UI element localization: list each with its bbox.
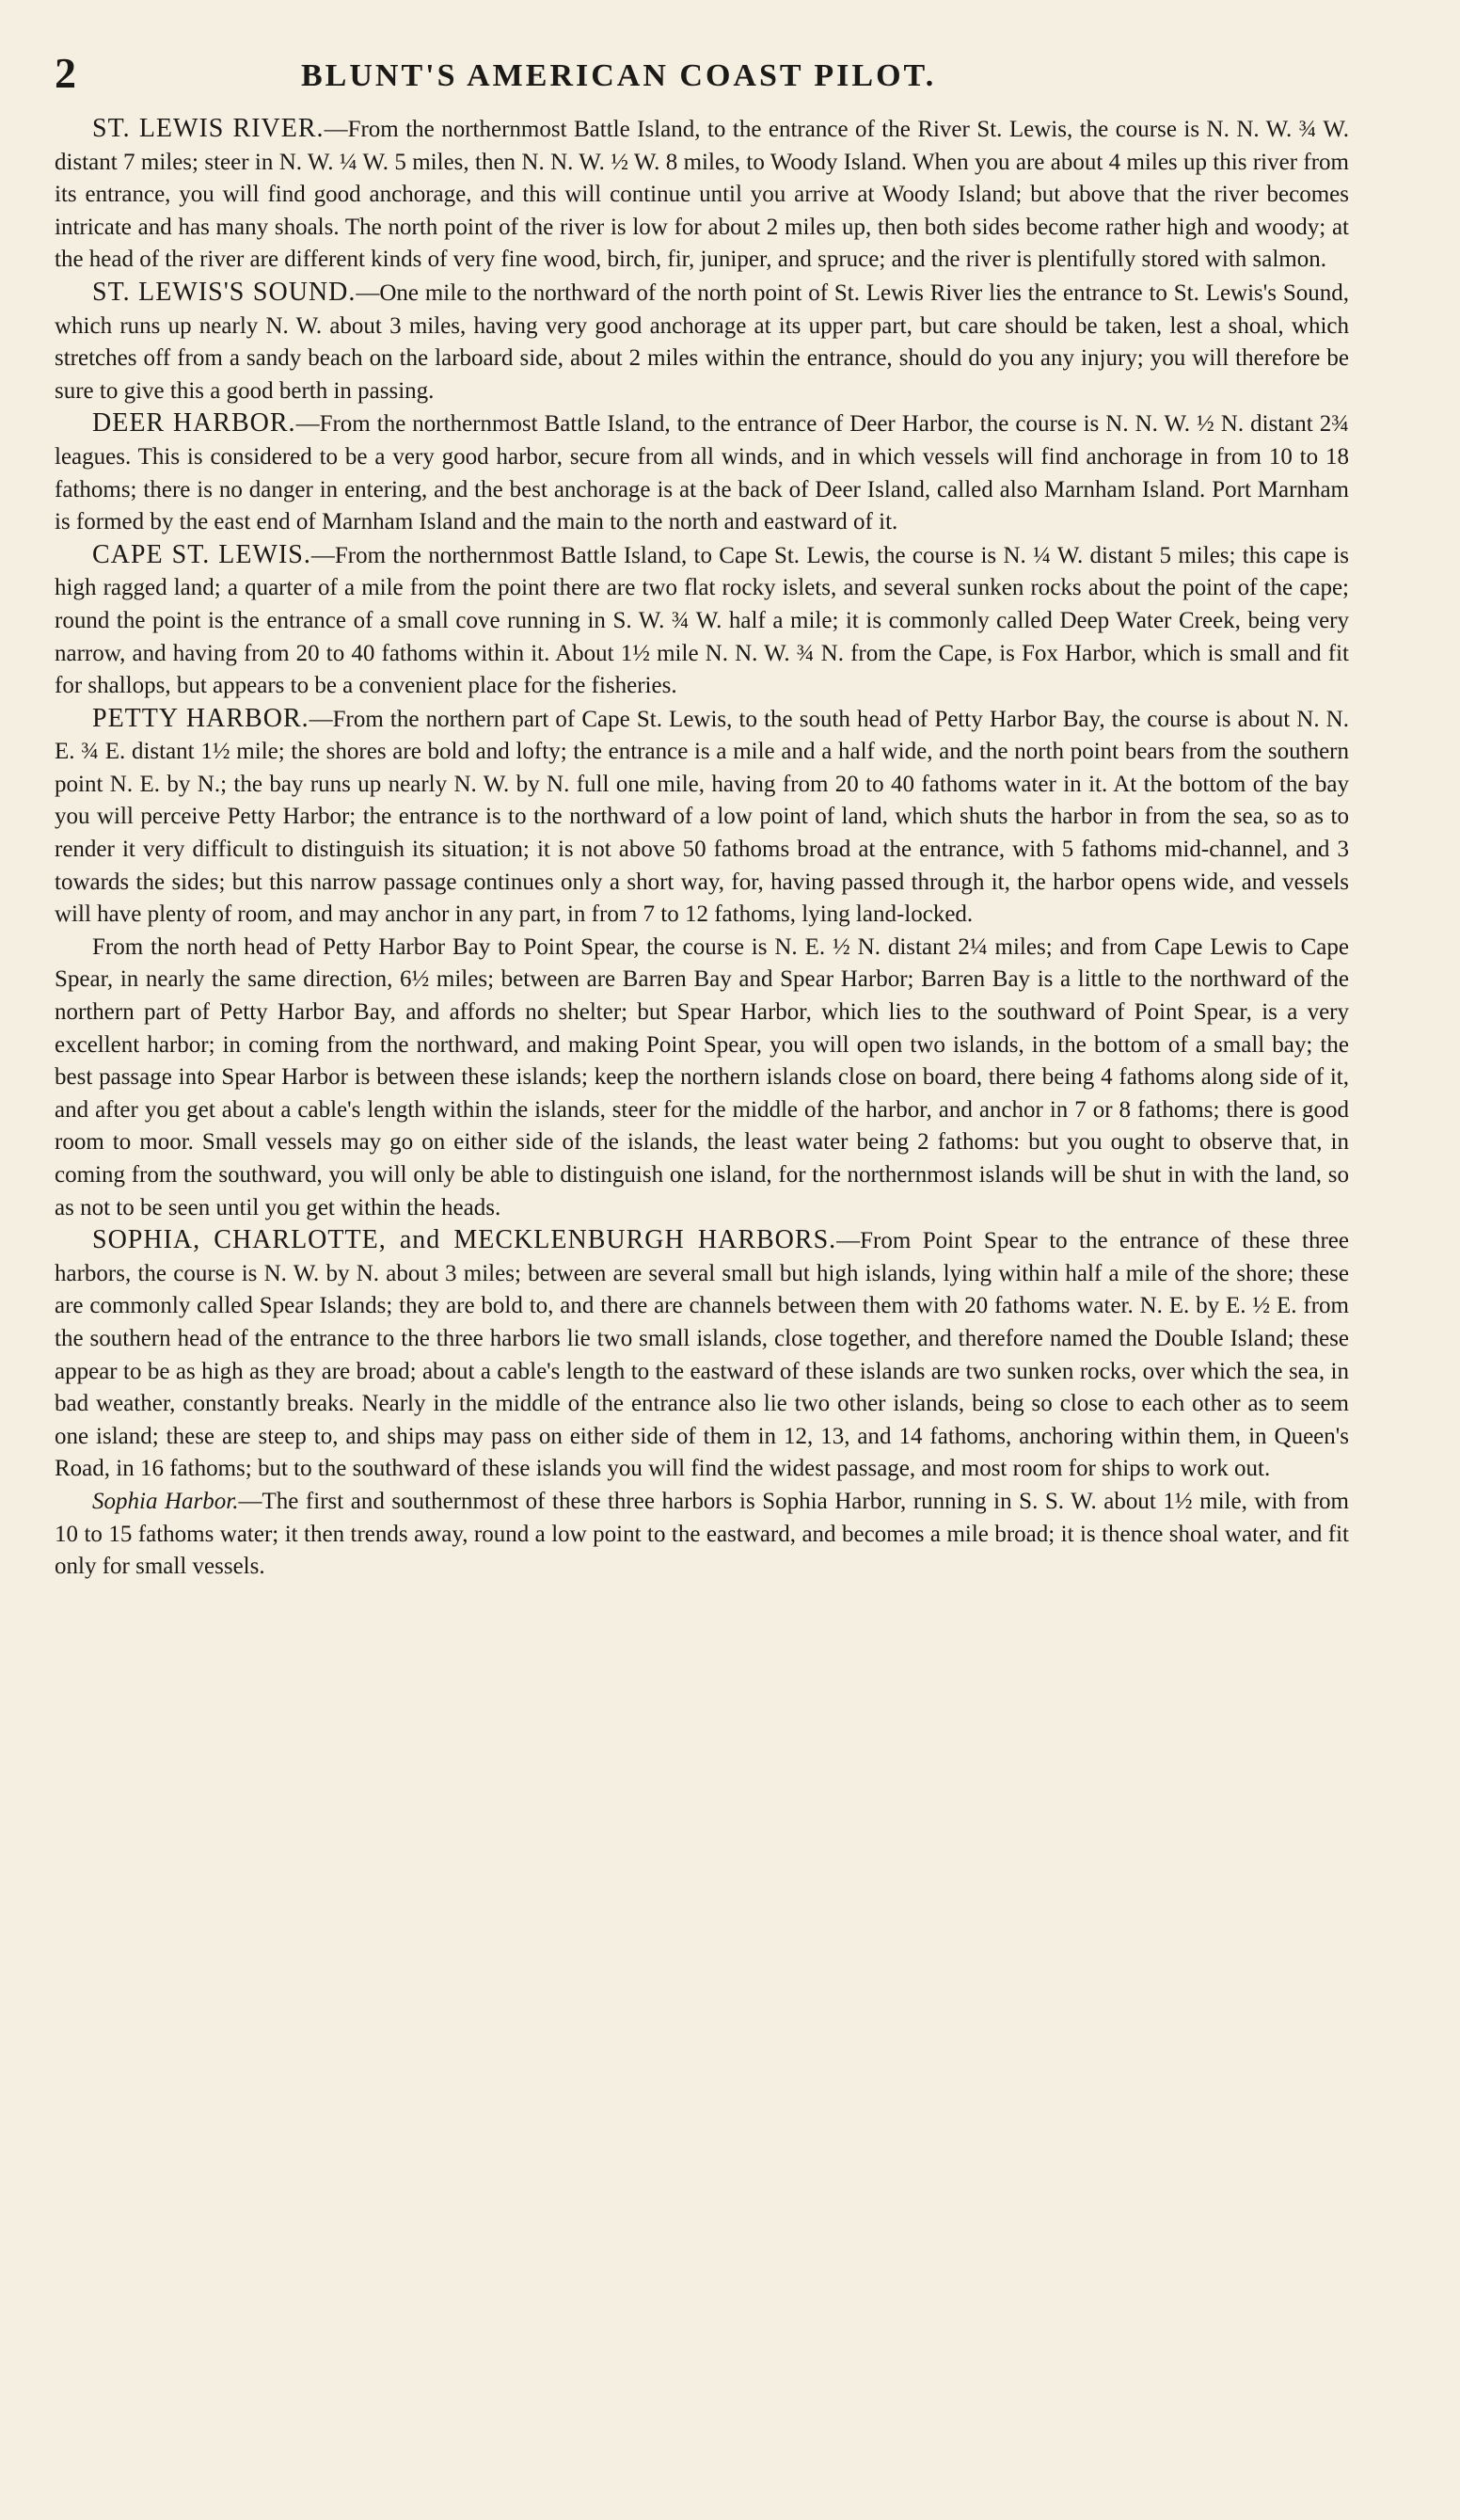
section-heading: DEER HARBOR. [92,408,296,439]
paragraph-text: —From the northernmost Battle Island, to the entrance of the River St. Lewis, the course is N. N. W. ¾ W. distant 7 miles; steer in N. W. ¼ W. 5 miles, then N. N. W. ½ W. 8 miles, to Woody Island. When you are about 4 miles up this river from its entrance, you will find good anchorage, and this will continue until you arrive at Woody Island; but above that the river becomes intricate and has many shoals. The north point of the river is low for about 2 miles up, then both sides become rather high and woody; at the head of the river are different kinds of very fine wood, birch, fir, juniper, and spruce; and the river is plentifully stored with salmon. [55,117,1349,273]
body-text [55,113,1349,1584]
paragraph-st-lewis-river [55,113,1349,277]
paragraph-text: From the north head of Petty Harbor Bay to Point Spear, the course is N. E. ½ N. distant 2¼ miles; and from Cape Lewis to Cape Spear, in nearly the same direction, 6½ miles; between are Barren Bay and Spear Harbor; Barren Bay is a little to the northward of the northern part of Petty Harbor Bay, and affords no shelter; but Spear Harbor, which lies to the southward of Point Spear, is a very excellent harbor; in coming from the northward, and making Point Spear, you will open two islands, in the bottom of a small bay; the best passage into Spear Harbor is between these islands; keep the northern islands close on board, there being 4 fathoms along side of it, and after you get about a cable's length within the islands, steer for the middle of the harbor, and anchor in 7 or 8 fathoms; there is good room to moor. Small vessels may go on either side of the islands, the least water being 2 fathoms: but you ought to observe that, in coming from the southward, you will only be able to distinguish one island, for the northernmost islands will be shut in with the land, so as not to be seen until you get within the heads. [55,933,1349,1220]
section-heading: SOPHIA, CHARLOTTE, and MECKLENBURGH HARBORS. [92,1225,837,1255]
paragraph-text: —The first and southernmost of these three harbors is Sophia Harbor, running in S. S. W. about 1½ mile, with from 10 to 15 fathoms water; it then trends away, round a low point to the eastward, and becomes a mile broad; it is thence shoal water, and fit only for small vessels. [55,1488,1349,1580]
paragraph-deer-harbor [55,407,1349,538]
paragraph-text: —From the northernmost Battle Island, to the entrance of Deer Harbor, the course is N. N. W. ½ N. distant 2¾ leagues. This is considered to be a very good harbor, secure from all winds, and in which vessels will find anchorage in from 10 to 18 fathoms; there is no danger in entering, and the best anchorage is at the back of Deer Island, called also Marnham Island. Port Marnham is formed by the east end of Marnham Island and the main to the north and eastward of it. [55,411,1350,535]
section-heading: CAPE ST. LEWIS. [92,539,311,569]
page-header [55,47,1349,104]
paragraph-text: —From Point Spear to the entrance of these three harbors, the course is N. W. by N. about 3 miles; between are several small but high islands, lying within half a mile of the shore; these are commonly called Spear Islands; they are bold to, and there are channels between them with 20 fathoms water. N. E. by E. ½ E. from the southern head of the entrance to the three harbors lie two small islands, close together, and therefore named the Double Island; these appear to be as high as they are broad; about a cable's length to the eastward of these islands are two sunken rocks, over which the sea, in bad weather, constantly breaks. Nearly in the middle of the entrance also lie two other islands, being so close to each other as to seem one island; these are steep to, and ships may pass on either side of them in 12, 13, and 14 fathoms, anchoring within them, in Queen's Road, in 16 fathoms; but to the southward of these islands you will find the widest passage, and most room for ships to work out. [55,1228,1349,1482]
running-head: BLUNT'S AMERICAN COAST PILOT. [301,58,937,93]
section-heading: PETTY HARBOR. [92,703,309,733]
paragraph-text: —From the northern part of Cape St. Lewis, to the south head of Petty Harbor Bay, the course is about N. N. E. ¾ E. distant 1½ mile; the shores are bold and lofty; the entrance is a mile and a half wide, and the north point bears from the southern point N. E. by N.; the bay runs up nearly N. W. by N. full one mile, having from 20 to 40 fathoms water in it. At the bottom of the bay you will perceive Petty Harbor; the entrance is to the northward of a low point of land, which shuts the harbor in from the sea, so as to render it very difficult to distinguish its situation; it is not above 50 fathoms broad at the entrance, with 5 fathoms mid-channel, and 3 towards the sides; but this narrow passage continues only a short way, for, having passed through it, the harbor opens wide, and vessels will have plenty of room, and may anchor in any part, in from 7 to 12 fathoms, lying land-locked. [55,706,1349,928]
paragraph-text: —From the northernmost Battle Island, to Cape St. Lewis, the course is N. ¼ W. distant 5 miles; this cape is high ragged land; a quarter of a mile from the point there are two flat rocky islets, and several sunken rocks about the point of the cape; round the point is the entrance of a small cove running in S. W. ¾ W. half a mile; it is commonly called Deep Water Creek, being very narrow, and having from 20 to 40 fathoms within it. About 1½ mile N. N. W. ¾ N. from the Cape, is Fox Harbor, which is small and fit for shallops, but appears to be a convenient place for the fisheries. [55,542,1350,699]
paragraph-text: —One mile to the northward of the north point of St. Lewis River lies the entrance to St. Lewis's Sound, which runs up nearly N. W. about 3 miles, having very good anchorage at its upper part, but care should be taken, lest a shoal, which stretches off from a sandy beach on the larboard side, about 2 miles within the entrance, should do you any injury; you will therefore be sure to give this a good berth in passing. [55,279,1350,404]
paragraph-three-harbors [55,1224,1349,1486]
book-page [55,47,1350,1580]
section-heading: ST. LEWIS RIVER. [92,114,325,143]
page-number: 2 [55,49,76,97]
paragraph-point-spear [55,932,1349,1224]
paragraph-petty-harbor [55,703,1349,932]
paragraph-st-lewis-sound [55,277,1349,407]
italic-lead: Sophia Harbor. [92,1488,239,1514]
paragraph-sophia-harbor [55,1486,1349,1584]
section-heading: ST. LEWIS'S SOUND. [92,277,357,307]
paragraph-cape-st-lewis [55,539,1349,703]
